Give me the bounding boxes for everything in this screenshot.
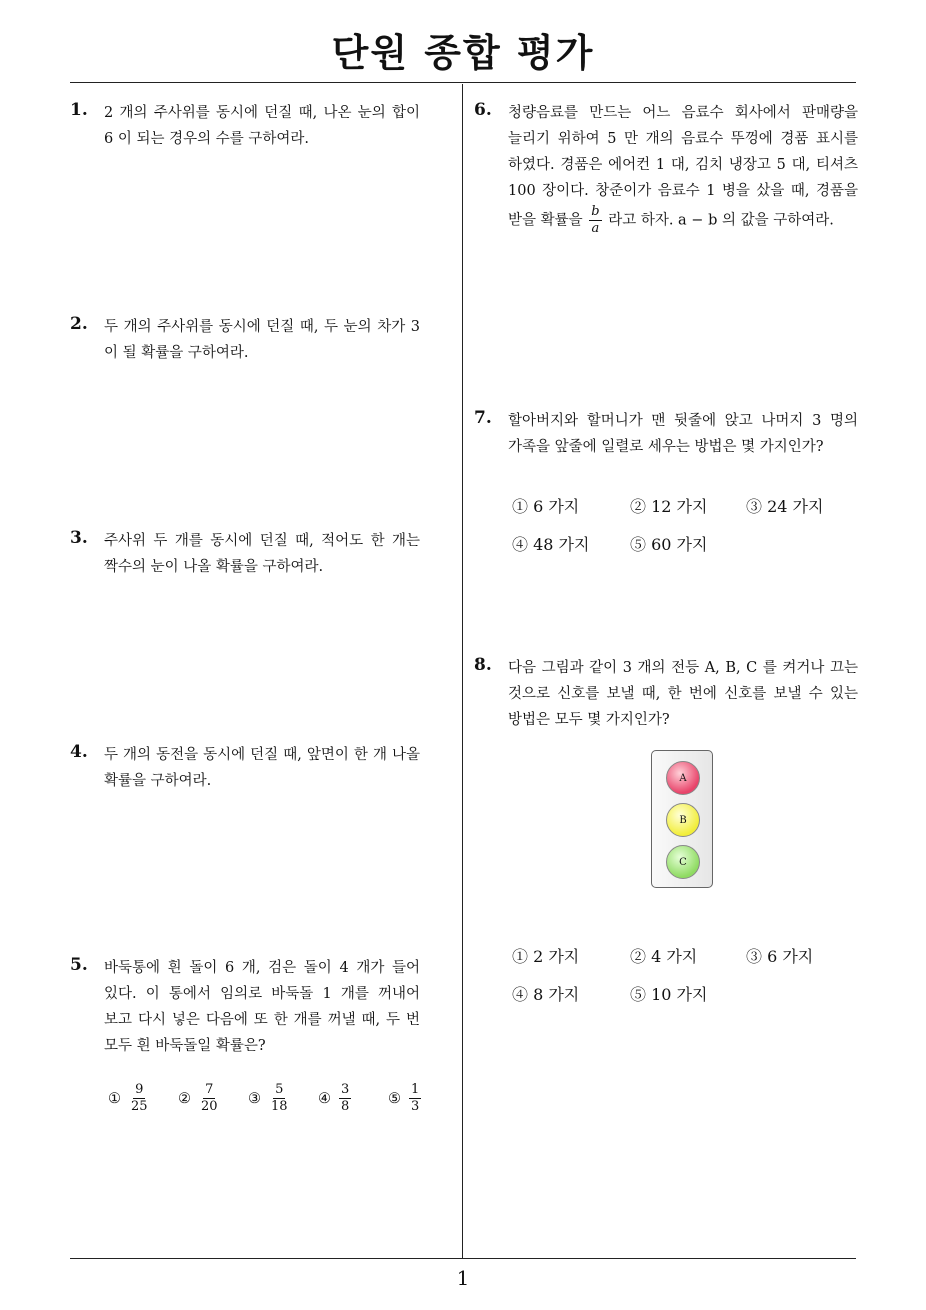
q7-option-4[interactable]: ④ 48 가지 [512,535,590,554]
question-number: 5. [70,955,88,975]
fraction: $\frac{5}{18}$ [271,1082,288,1114]
question-number: 2. [70,314,88,334]
traffic-light-figure [651,750,713,888]
question-number: 4. [70,742,88,762]
q7-option-5[interactable]: ⑤ 60 가지 [630,535,708,554]
lamp-a: A [666,761,700,795]
page-title: 단원 종합 평가 [331,31,595,75]
question-text: 2 개의 주사위를 동시에 던질 때, 나온 눈의 합이 6 이 되는 경우의 수를 구하여라. [104,105,420,147]
option-mark: ④ [318,1090,331,1107]
question-6 [474,100,858,237]
question-number: 8. [474,655,492,675]
q5-option-5[interactable] [388,1082,423,1115]
question-4 [70,742,420,794]
q8-option-4[interactable]: ④ 8 가지 [512,985,580,1004]
q5-option-2[interactable] [178,1082,222,1115]
question-3 [70,528,420,580]
q5-option-1[interactable] [108,1082,152,1115]
question-text-part: 라고 하자. a − b 의 값을 구하여라. [608,212,834,229]
q5-option-4[interactable] [318,1082,353,1115]
question-1 [70,100,420,152]
option-mark: ① [108,1090,121,1107]
question-number: 7. [474,408,492,428]
question-text: 다음 그림과 같이 3 개의 전등 A, B, C 를 켜거나 끄는 것으로 신호를 보낼 때, 한 번에 신호를 보낼 수 있는 방법은 모두 몇 가지인가? [508,660,858,728]
q8-option-3[interactable]: ③ 6 가지 [746,947,814,966]
option-mark: ⑤ [388,1090,401,1107]
q7-option-3[interactable]: ③ 24 가지 [746,497,824,516]
top-rule [70,82,856,83]
question-text: 두 개의 동전을 동시에 던질 때, 앞면이 한 개 나올 확률을 구하여라. [104,747,420,789]
column-divider [462,84,463,1259]
lamp-c: C [666,845,700,879]
q8-option-5[interactable]: ⑤ 10 가지 [630,985,708,1004]
bottom-rule [70,1258,856,1259]
q7-option-2[interactable]: ② 12 가지 [630,497,708,516]
question-text-part: 청량음료를 만드는 어느 음료수 회사에서 판매량을 늘리기 위하여 5 만 개의 음료수 뚜껑에 경품 표시를 하였다. 경품은 에어컨 1 대, 김치 냉장고 5 대, 티셔츠 100 장이다. 창준이가 음료수 1 병을 샀을 때, 경품을 받을 확률을 [508,105,858,229]
question-text: 바둑통에 흰 돌이 6 개, 검은 돌이 4 개가 들어 있다. 이 통에서 임의로 바둑돌 1 개를 꺼내어 보고 다시 넣은 다음에 또 한 개를 꺼낼 때, 두 번 모두 흰 바둑돌일 확률은? [104,960,420,1054]
question-text: 두 개의 주사위를 동시에 던질 때, 두 눈의 차가 3 이 될 확률을 구하여라. [104,319,420,361]
question-number: 6. [474,100,492,120]
q5-option-3[interactable] [248,1082,292,1115]
fraction: $\frac{3}{8}$ [341,1082,350,1114]
q7-option-1[interactable]: ① 6 가지 [512,497,580,516]
lamp-b: B [666,803,700,837]
question-text: 할아버지와 할머니가 맨 뒷줄에 앉고 나머지 3 명의 가족을 앞줄에 일렬로 세우는 방법은 몇 가지인가? [508,413,858,455]
question-text [508,100,858,237]
q8-option-1[interactable]: ① 2 가지 [512,947,580,966]
option-mark: ② [178,1090,191,1107]
question-text: 주사위 두 개를 동시에 던질 때, 적어도 한 개는 짝수의 눈이 나올 확률을 구하여라. [104,533,420,575]
question-5 [70,955,420,1059]
q8-option-2[interactable]: ② 4 가지 [630,947,698,966]
fraction: $\frac{7}{20}$ [201,1082,218,1114]
question-number: 1. [70,100,88,120]
question-number: 3. [70,528,88,548]
fraction: $\frac{9}{25}$ [131,1082,148,1114]
question-8 [474,655,858,733]
page-number: 1 [456,1266,470,1290]
question-7 [474,408,858,460]
option-mark: ③ [248,1090,261,1107]
question-2 [70,314,420,366]
fraction: $\frac{1}{3}$ [411,1082,420,1114]
fraction: $\frac{b}{a}$ [591,204,600,236]
